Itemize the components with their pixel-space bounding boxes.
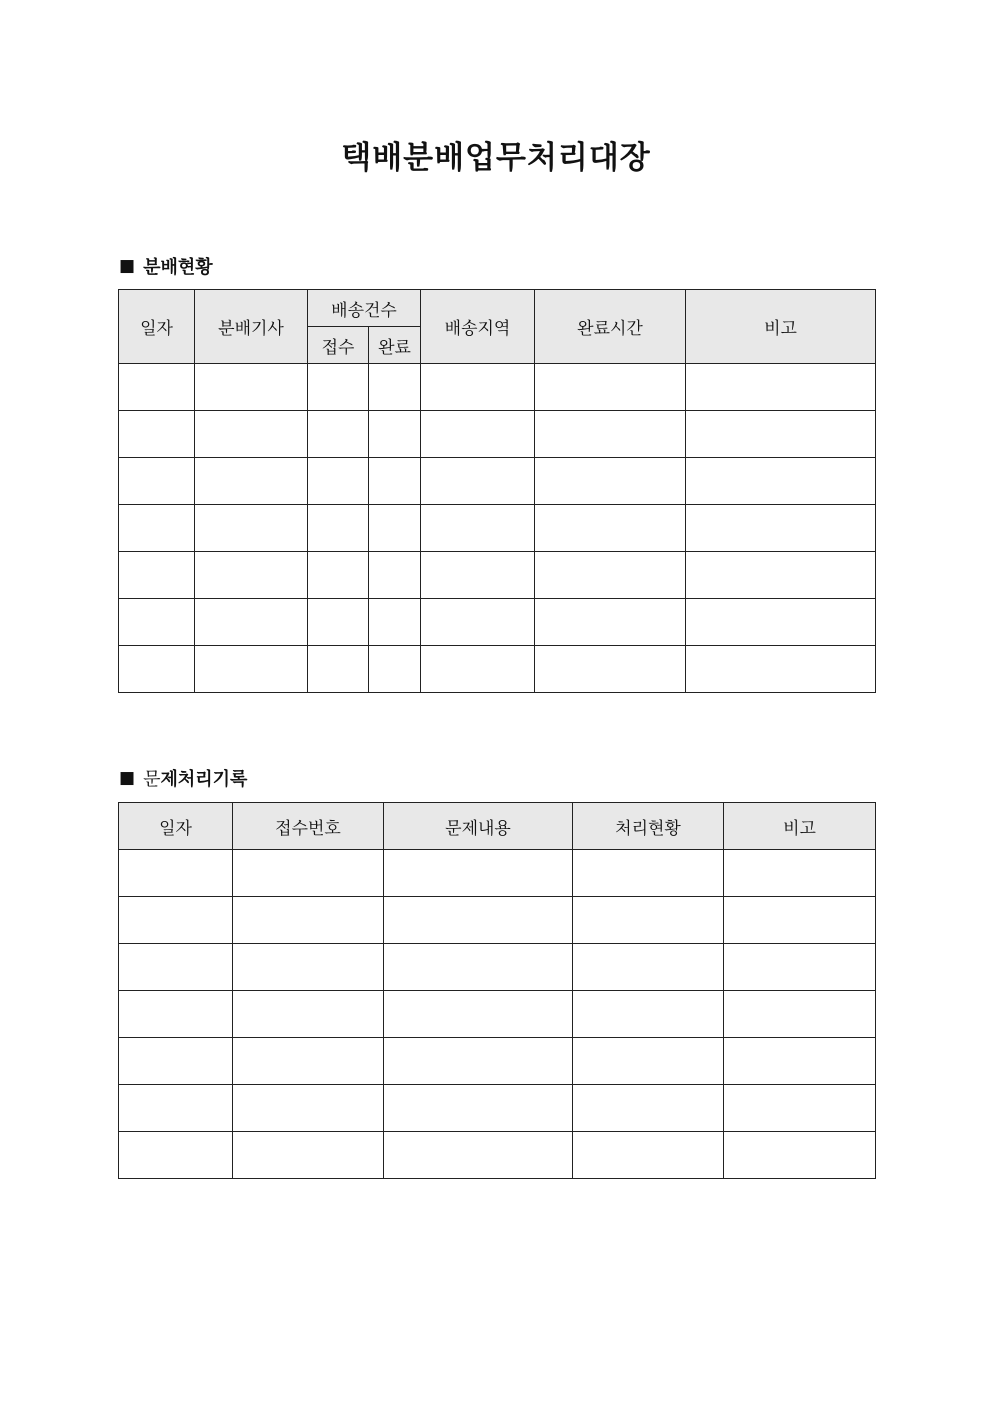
table-cell[interactable] [384, 1132, 573, 1179]
table-cell[interactable] [369, 411, 421, 458]
table-cell[interactable] [686, 552, 876, 599]
table-cell[interactable] [686, 458, 876, 505]
col-header-delivery-count: 배송건수 [308, 290, 421, 327]
table-cell[interactable] [369, 505, 421, 552]
table-cell[interactable] [384, 1038, 573, 1085]
col-header: 비고 [724, 803, 876, 850]
table-cell[interactable] [573, 944, 724, 991]
table-cell[interactable] [573, 991, 724, 1038]
col-header-date: 일자 [119, 290, 195, 364]
table-row [119, 991, 876, 1038]
col-header-driver: 분배기사 [195, 290, 308, 364]
table-cell[interactable] [384, 850, 573, 897]
table-cell[interactable] [724, 850, 876, 897]
table-cell[interactable] [119, 364, 195, 411]
square-bullet-icon: ■ [119, 256, 136, 276]
table-row [119, 1132, 876, 1179]
table-cell[interactable] [195, 599, 308, 646]
section-heading-distribution [119, 253, 213, 279]
table-cell[interactable] [195, 552, 308, 599]
col-header-done-time: 완료시간 [535, 290, 686, 364]
table-cell[interactable] [233, 897, 384, 944]
table-cell[interactable] [535, 646, 686, 693]
table-cell[interactable] [724, 1038, 876, 1085]
table-cell[interactable] [119, 1085, 233, 1132]
table-cell[interactable] [421, 552, 535, 599]
issue-record-table [118, 802, 876, 1179]
table-cell[interactable] [195, 505, 308, 552]
table-cell[interactable] [421, 364, 535, 411]
table-cell[interactable] [421, 505, 535, 552]
table-row [119, 1085, 876, 1132]
table-cell[interactable] [421, 646, 535, 693]
table-cell[interactable] [384, 991, 573, 1038]
table-cell[interactable] [369, 458, 421, 505]
table-cell[interactable] [119, 991, 233, 1038]
table-cell[interactable] [724, 1132, 876, 1179]
table-cell[interactable] [308, 646, 369, 693]
table-cell[interactable] [119, 646, 195, 693]
table-cell[interactable] [119, 850, 233, 897]
section-heading-issues [119, 765, 247, 791]
table-cell[interactable] [724, 897, 876, 944]
table-row [119, 646, 876, 693]
table-cell[interactable] [119, 505, 195, 552]
table-cell[interactable] [119, 944, 233, 991]
col-header: 접수번호 [233, 803, 384, 850]
col-header: 문제내용 [384, 803, 573, 850]
table-cell[interactable] [233, 850, 384, 897]
table-cell[interactable] [724, 1085, 876, 1132]
square-bullet-icon: ■ [119, 768, 136, 788]
col-header-received: 접수 [308, 327, 369, 364]
table-cell[interactable] [724, 944, 876, 991]
table-cell[interactable] [308, 552, 369, 599]
table-cell[interactable] [573, 850, 724, 897]
col-header-area: 배송지역 [421, 290, 535, 364]
table-row [119, 458, 876, 505]
table-cell[interactable] [195, 458, 308, 505]
table-cell[interactable] [686, 364, 876, 411]
table-cell[interactable] [369, 599, 421, 646]
table-cell[interactable] [308, 411, 369, 458]
table-cell[interactable] [308, 458, 369, 505]
table-cell[interactable] [686, 646, 876, 693]
table-cell[interactable] [119, 599, 195, 646]
table-row [119, 944, 876, 991]
table-cell[interactable] [369, 364, 421, 411]
table-cell[interactable] [233, 991, 384, 1038]
table-cell[interactable] [573, 1038, 724, 1085]
table-cell[interactable] [233, 1085, 384, 1132]
table-cell[interactable] [384, 944, 573, 991]
page-title: 택배분배업무처리대장 [341, 140, 651, 176]
table-cell[interactable] [421, 411, 535, 458]
table-cell[interactable] [421, 458, 535, 505]
table-cell[interactable] [119, 1132, 233, 1179]
table-cell[interactable] [686, 505, 876, 552]
section-heading-text: 분배현황 [143, 257, 213, 278]
table-cell[interactable] [369, 552, 421, 599]
table-cell[interactable] [308, 364, 369, 411]
table-cell[interactable] [369, 646, 421, 693]
table-cell[interactable] [119, 897, 233, 944]
col-header-completed: 완료 [369, 327, 421, 364]
table-cell[interactable] [195, 364, 308, 411]
table-cell[interactable] [724, 991, 876, 1038]
table-cell[interactable] [119, 458, 195, 505]
table-cell[interactable] [535, 552, 686, 599]
table-row [119, 1038, 876, 1085]
table-cell[interactable] [573, 1132, 724, 1179]
table-cell[interactable] [195, 646, 308, 693]
table-row [119, 850, 876, 897]
table-cell[interactable] [308, 505, 369, 552]
table-row [119, 897, 876, 944]
section-heading-text-part2: 제처리기록 [160, 769, 248, 790]
table-row [119, 505, 876, 552]
table-cell[interactable] [308, 599, 369, 646]
col-header: 처리현황 [573, 803, 724, 850]
table-cell[interactable] [233, 1132, 384, 1179]
table-row [119, 552, 876, 599]
table-cell[interactable] [421, 599, 535, 646]
table-cell[interactable] [573, 1085, 724, 1132]
table-row [119, 364, 876, 411]
table-cell[interactable] [535, 599, 686, 646]
table-row [119, 411, 876, 458]
table-cell[interactable] [686, 599, 876, 646]
section-heading-text-part1: 문 [143, 769, 161, 790]
table-cell[interactable] [535, 364, 686, 411]
table-cell[interactable] [384, 897, 573, 944]
col-header: 일자 [119, 803, 233, 850]
table-cell[interactable] [384, 1085, 573, 1132]
table-cell[interactable] [119, 552, 195, 599]
table-cell[interactable] [119, 411, 195, 458]
col-header-note: 비고 [686, 290, 876, 364]
table-cell[interactable] [686, 411, 876, 458]
table-cell[interactable] [535, 505, 686, 552]
table-cell[interactable] [195, 411, 308, 458]
table-cell[interactable] [535, 411, 686, 458]
distribution-table [118, 289, 876, 693]
table-cell[interactable] [535, 458, 686, 505]
table-cell[interactable] [119, 1038, 233, 1085]
table-cell[interactable] [233, 1038, 384, 1085]
table-cell[interactable] [233, 944, 384, 991]
table-row [119, 599, 876, 646]
table-cell[interactable] [573, 897, 724, 944]
